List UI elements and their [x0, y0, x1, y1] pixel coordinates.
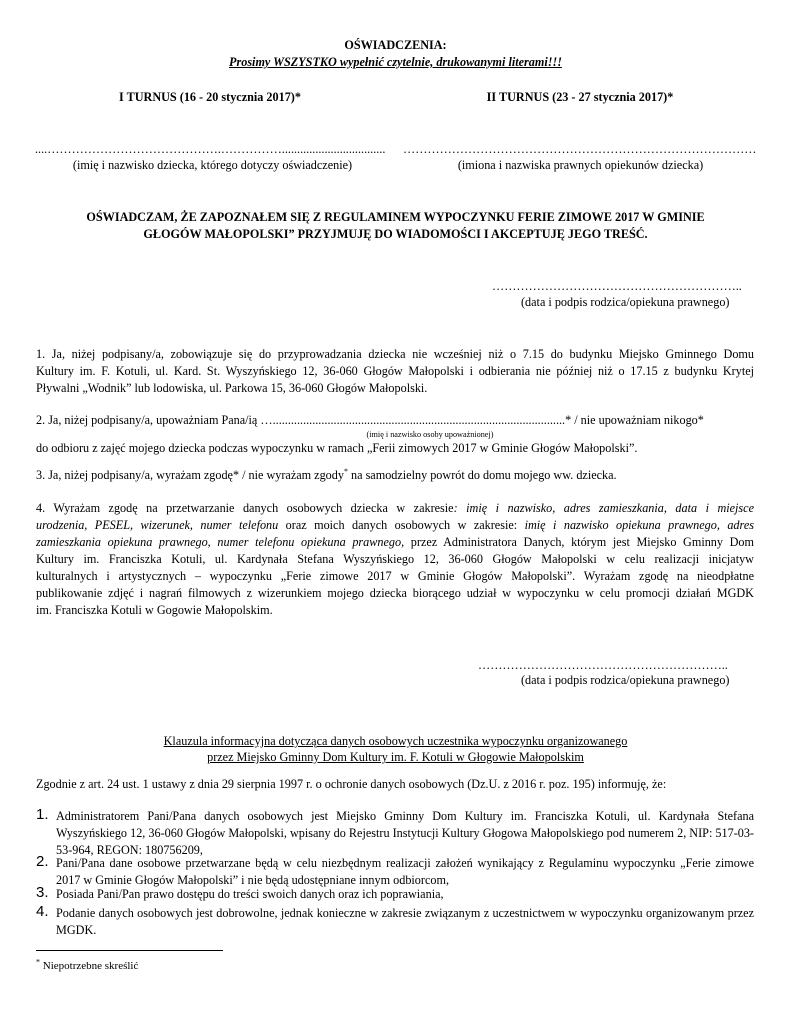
footnote — [36, 958, 138, 975]
parents-name-field[interactable]: …………………………………………………………………………… — [403, 142, 757, 156]
clause-item-text: Pani/Pana dane osobowe przetwarzane będą w celu niezbędnym realizacji założeń wynikający z Regulaminu wypoczynku „Ferie zimowe 2017 w Gminie Głogów Małopolski” i nie będą udostępniane innym odbiorcom, — [56, 856, 754, 887]
footnote-text: Niepotrzebne skreślić — [40, 960, 139, 972]
point-4-l3-b: przez Administratora Danych, którym jest Miejsko Gminny Dom — [404, 535, 755, 549]
authorized-person-label: (imię i nazwisko osoby upoważnionej) — [366, 430, 494, 439]
point-4-line-1 — [36, 500, 754, 517]
clause-item-2 — [36, 855, 754, 889]
turnus-2-label: II TURNUS (23 - 27 stycznia 2017)* — [486, 90, 674, 104]
turnus-1-label: I TURNUS (16 - 20 stycznia 2017)* — [119, 90, 301, 104]
clause-item-text: Administratorem Pani/Pana danych osobowych jest Miejsko Gminny Dom Kultury im. Franciszka Kotuli, ul. Kardynała Stefana Wyszyńskiego 12, 36-060 Głogów Małopolski, wpisany do Rejestru Instytucji Kultury Głogowa Małopolskiego pod numerem 2, NIP: 517-03-53-964, REGON: 180756209, — [56, 809, 754, 857]
point-4-l1-b: : imię i nazwisko, adres zamieszkania, data i miejsce — [453, 501, 754, 515]
clause-item-text: Posiada Pani/Pan prawo dostępu do treści swoich danych oraz ich poprawiania, — [56, 887, 444, 901]
point-4-l1-a: 4. Wyrażam zgodę na przetwarzanie danych osobowych dziecka w zakresie — [36, 501, 454, 515]
signature-label-2: (data i podpis rodzica/opiekuna prawnego) — [521, 673, 730, 687]
clause-item-number: 1. — [36, 806, 49, 823]
authorized-person-field[interactable]: ................................................................................................ — [272, 413, 566, 427]
clause-item-4 — [36, 905, 754, 939]
clause-item-3 — [36, 886, 754, 903]
point-4-line-6: publikowanie zdjęć i nagrań filmowych z wizerunkiem mojego dziecka biorącego udział w wypoczynku w celu promocji działań MGDK — [36, 586, 754, 600]
page-title: OŚWIADCZENIA: — [344, 38, 447, 52]
clause-item-number: 2. — [36, 853, 49, 870]
parents-name-label: (imiona i nazwiska prawnych opiekunów dziecka) — [457, 158, 704, 172]
point-4-l2-a: urodzenia, PESEL, wizerunek, numer telefonu — [36, 518, 279, 532]
point-4-line-5: kulturalnych i artystycznych – wypoczynku „Ferie zimowe 2017 w Gminie Głogów Małopolski”. Wyrażam zgodę na nieodpłatne — [36, 569, 754, 583]
point-4-line-7: im. Franciszka Kotuli w Gogowie Małopolskim. — [36, 603, 273, 617]
clause-item-number: 3. — [36, 884, 49, 901]
child-name-field[interactable]: ....…………………………………….…………….................................. — [35, 142, 386, 156]
signature-field-1[interactable]: …………………………………………………….. — [492, 279, 742, 293]
declaration-line-2: GŁOGÓW MAŁOPOLSKI” PRZYJMUJĘ DO WIADOMOŚCI I AKCEPTUJĘ JEGO TREŚĆ. — [143, 227, 648, 241]
clause-item-number: 4. — [36, 903, 49, 920]
clause-title-line-2: przez Miejsko Gminny Dom Kultury im. F. Kotuli w Głogowie Małopolskim — [207, 750, 584, 764]
point-1-line-1: 1. Ja, niżej podpisany/a, zobowiązuje się do przyprowadzania dziecka nie wcześniej niż o 7.15 do budynku Miejsko Gminnego Domu — [36, 347, 754, 361]
point-2-prefix: 2. Ja, niżej podpisany/a, upoważniam Pana/ią … — [36, 413, 273, 427]
point-3 — [36, 467, 617, 484]
child-name-label: (imię i nazwisko dziecka, którego dotyczy oświadczenie) — [72, 158, 353, 172]
declaration-line-1: OŚWIADCZAM, ŻE ZAPOZNAŁEM SIĘ Z REGULAMINEM WYPOCZYNKU FERIE ZIMOWE 2017 W GMINIE — [86, 210, 705, 224]
point-4-line-4: Kultury im. Franciszka Kotuli, ul. Kardynała Stefana Wyszyńskiego 12, 36-060 Głogów Małopolski w celu realizacji inicjatyw — [36, 552, 754, 566]
point-4-line-2 — [36, 517, 754, 534]
point-2-suffix: * / nie upoważniam nikogo* — [565, 413, 704, 427]
page-subtitle: Prosimy WSZYSTKO wypełnić czytelnie, drukowanymi literami!!! — [229, 55, 562, 69]
point-3-text-a: 3. Ja, niżej podpisany/a, wyrażam zgodę* / nie wyrażam zgody — [36, 468, 344, 482]
signature-field-2[interactable]: …………………………………………………….. — [478, 658, 728, 672]
clause-title-line-1: Klauzula informacyjna dotycząca danych osobowych uczestnika wypoczynku organizowanego — [163, 734, 628, 748]
footnote-mark: * — [36, 957, 40, 967]
signature-label-1: (data i podpis rodzica/opiekuna prawnego) — [521, 295, 730, 309]
point-3-text-b: na samodzielny powrót do domu mojego ww. dziecka. — [347, 468, 617, 482]
point-1-line-3: Pływalni „Wodnik” lub lodowiska, ul. Parkowa 15, 36-060 Głogów Małopolski. — [36, 381, 428, 395]
point-4-l2-c: imię i nazwisko opiekuna prawnego, adres — [524, 518, 754, 532]
point-4-l3-a: zamieszkania opiekuna prawnego, numer telefonu opiekuna prawnego, — [36, 535, 405, 549]
point-4-l2-b: oraz moich danych osobowych w zakresie: — [278, 518, 525, 532]
clause-intro: Zgodnie z art. 24 ust. 1 ustawy z dnia 29 sierpnia 1997 r. o ochronie danych osobowych (Dz.U. z 2016 r. poz. 195) informuję, że: — [36, 777, 667, 791]
point-3-footnote-mark: * — [343, 466, 348, 476]
point-2-line-1 — [36, 412, 704, 429]
footnote-separator — [36, 950, 223, 951]
clause-item-1 — [36, 808, 754, 859]
point-2-line-2: do odbioru z zajęć mojego dziecka podczas wypoczynku w ramach „Ferii zimowych 2017 w Gminie Głogów Małopolski”. — [36, 441, 638, 455]
point-4-line-3 — [36, 534, 754, 551]
clause-item-text: Podanie danych osobowych jest dobrowolne, jednak konieczne w zakresie związanym z uczestnictwem w wypoczynku organizowanym przez MGDK. — [56, 906, 754, 937]
point-1-line-2: Kultury im. F. Kotuli, ul. Kard. St. Wyszyńskiego 12, 36-060 Głogów Małopolski i odbierania nie później niż o 17.15 z budynku Krytej — [36, 364, 754, 378]
